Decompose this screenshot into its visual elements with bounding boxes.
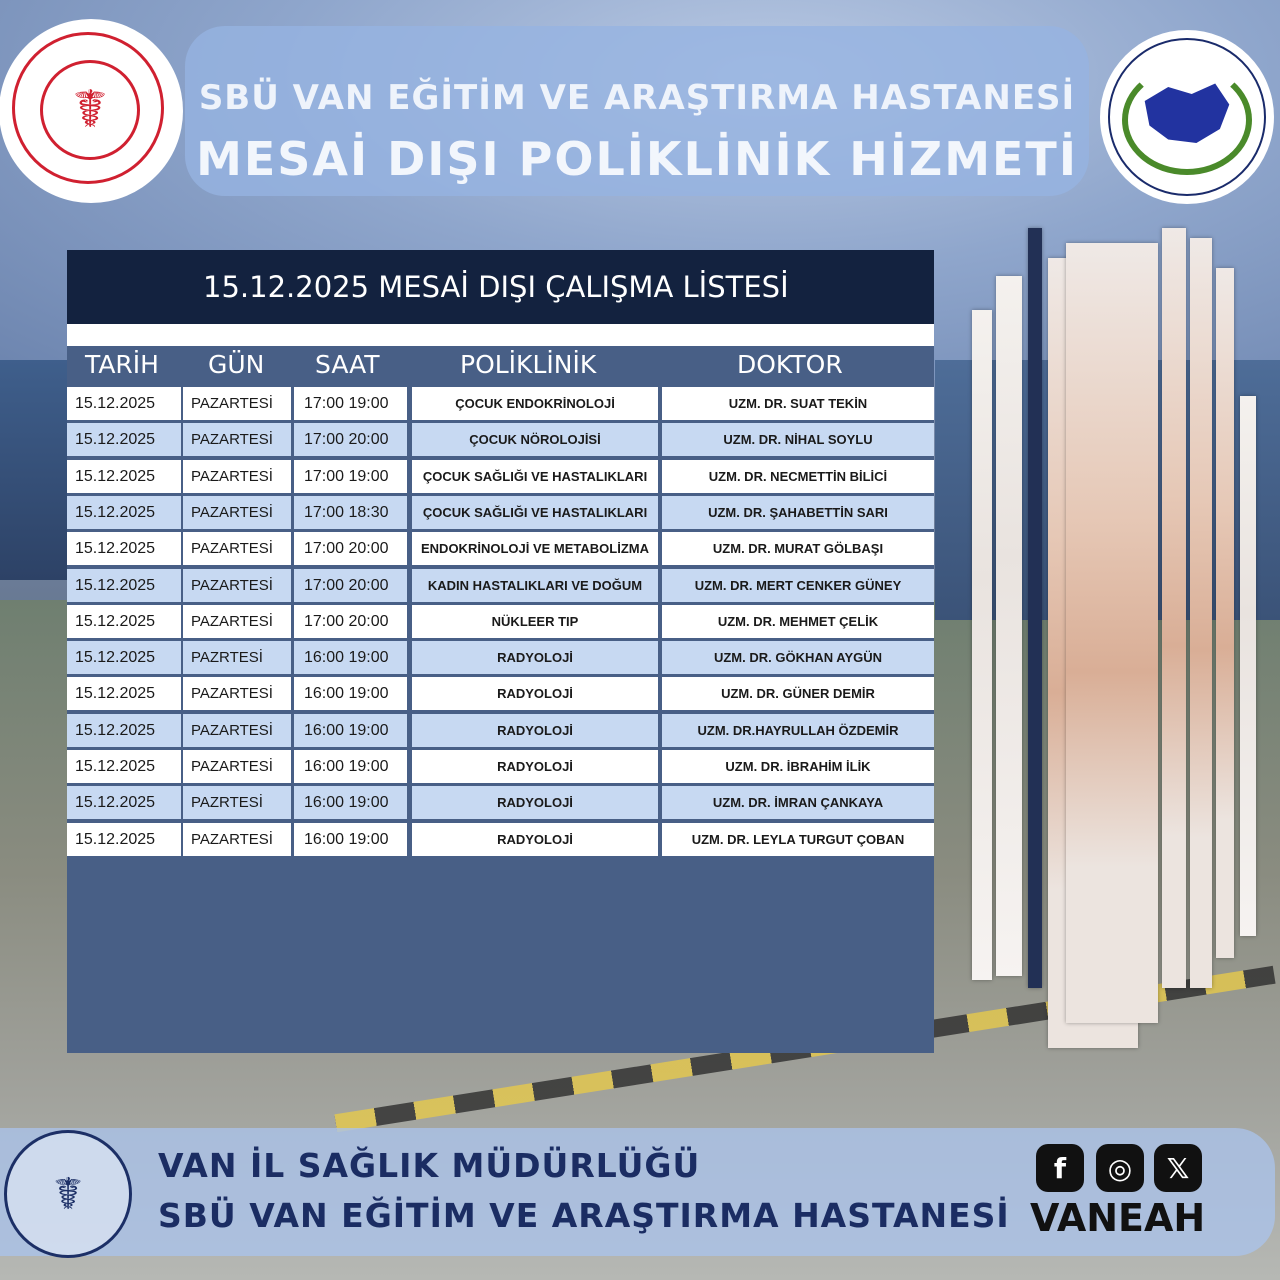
cell-clinic: ÇOCUK ENDOKRİNOLOJİ: [412, 387, 658, 420]
cell-doctor: UZM. DR. NİHAL SOYLU: [662, 423, 934, 456]
cell-date: 15.12.2025: [67, 532, 181, 565]
header-banner: [185, 26, 1089, 196]
cell-doctor: UZM. DR. LEYLA TURGUT ÇOBAN: [662, 823, 934, 856]
table-row: [67, 460, 934, 493]
table-row: [67, 750, 934, 783]
cell-time: 16:00 19:00: [294, 786, 407, 819]
table-row: [67, 641, 934, 674]
facebook-icon[interactable]: f: [1036, 1144, 1084, 1192]
cell-doctor: UZM. DR. MEHMET ÇELİK: [662, 605, 934, 638]
cell-date: 15.12.2025: [67, 460, 181, 493]
cell-time: 16:00 19:00: [294, 750, 407, 783]
divider: [67, 324, 934, 346]
table-row: [67, 823, 934, 856]
cell-clinic: ÇOCUK SAĞLIĞI VE HASTALIKLARI: [412, 460, 658, 493]
cell-clinic: RADYOLOJİ: [412, 714, 658, 747]
cell-time: 17:00 20:00: [294, 569, 407, 602]
table-row: [67, 786, 934, 819]
cell-day: PAZRTESİ: [183, 641, 291, 674]
cell-date: 15.12.2025: [67, 387, 181, 420]
cell-date: 15.12.2025: [67, 641, 181, 674]
cell-doctor: UZM. DR. NECMETTİN BİLİCİ: [662, 460, 934, 493]
cell-time: 16:00 19:00: [294, 641, 407, 674]
table-row: [67, 677, 934, 710]
schedule-panel: [67, 250, 934, 1053]
header-time: SAAT: [315, 350, 380, 379]
footer-banner: [0, 1128, 1275, 1256]
cell-time: 17:00 20:00: [294, 423, 407, 456]
cell-day: PAZARTESİ: [183, 460, 291, 493]
cell-time: 16:00 19:00: [294, 823, 407, 856]
table-row: [67, 532, 934, 565]
cell-day: PAZARTESİ: [183, 496, 291, 529]
cell-date: 15.12.2025: [67, 605, 181, 638]
cell-clinic: NÜKLEER TIP: [412, 605, 658, 638]
cell-date: 15.12.2025: [67, 496, 181, 529]
cell-day: PAZARTESİ: [183, 423, 291, 456]
cell-doctor: UZM. DR. SUAT TEKİN: [662, 387, 934, 420]
cell-time: 17:00 19:00: [294, 460, 407, 493]
image-strip: [1066, 243, 1158, 1023]
cell-time: 16:00 19:00: [294, 714, 407, 747]
cell-date: 15.12.2025: [67, 823, 181, 856]
doctor-heart-hands-image: [972, 228, 1262, 1053]
table-row: [67, 496, 934, 529]
ministry-logo-left: [2, 22, 180, 200]
cell-date: 15.12.2025: [67, 423, 181, 456]
header-date: TARİH: [85, 350, 159, 379]
cell-clinic: RADYOLOJİ: [412, 823, 658, 856]
caduceus-icon: ☤: [40, 60, 140, 160]
image-strip: [1240, 396, 1256, 936]
background-building-left: [0, 360, 70, 580]
cell-time: 17:00 20:00: [294, 605, 407, 638]
hospital-logo-right: [1100, 30, 1274, 204]
header-clinic: POLİKLİNİK: [460, 350, 597, 379]
cell-date: 15.12.2025: [67, 569, 181, 602]
image-strip: [1162, 228, 1186, 988]
cell-doctor: UZM. DR. İBRAHİM İLİK: [662, 750, 934, 783]
cell-time: 16:00 19:00: [294, 677, 407, 710]
x-icon[interactable]: 𝕏: [1154, 1144, 1202, 1192]
table-header: [67, 346, 934, 384]
hospital-name: SBÜ VAN EĞİTİM VE ARAŞTIRMA HASTANESİ: [198, 78, 1076, 118]
cell-clinic: KADIN HASTALIKLARI VE DOĞUM: [412, 569, 658, 602]
cell-day: PAZARTESİ: [183, 714, 291, 747]
cell-clinic: RADYOLOJİ: [412, 677, 658, 710]
footer-directorate: VAN İL SAĞLIK MÜDÜRLÜĞÜ: [158, 1146, 701, 1185]
cell-day: PAZARTESİ: [183, 677, 291, 710]
cell-clinic: ENDOKRİNOLOJİ VE METABOLİZMA: [412, 532, 658, 565]
cell-date: 15.12.2025: [67, 750, 181, 783]
cell-time: 17:00 20:00: [294, 532, 407, 565]
table-row: [67, 387, 934, 420]
cell-day: PAZARTESİ: [183, 823, 291, 856]
cell-doctor: UZM. DR. MURAT GÖLBAŞI: [662, 532, 934, 565]
cell-day: PAZARTESİ: [183, 750, 291, 783]
header-doctor: DOKTOR: [737, 350, 843, 379]
cell-time: 17:00 19:00: [294, 387, 407, 420]
ministry-logo-footer: ☤: [4, 1130, 132, 1258]
image-strip: [1216, 268, 1234, 958]
image-strip: [972, 310, 992, 980]
instagram-icon[interactable]: ◎: [1096, 1144, 1144, 1192]
cell-day: PAZARTESİ: [183, 387, 291, 420]
cell-doctor: UZM. DR. ŞAHABETTİN SARI: [662, 496, 934, 529]
cell-clinic: RADYOLOJİ: [412, 750, 658, 783]
cell-clinic: ÇOCUK SAĞLIĞI VE HASTALIKLARI: [412, 496, 658, 529]
table-row: [67, 605, 934, 638]
cell-doctor: UZM. DR. GÖKHAN AYGÜN: [662, 641, 934, 674]
cell-doctor: UZM. DR. İMRAN ÇANKAYA: [662, 786, 934, 819]
image-strip: [996, 276, 1022, 976]
cell-clinic: RADYOLOJİ: [412, 786, 658, 819]
cell-clinic: ÇOCUK NÖROLOJİSİ: [412, 423, 658, 456]
page-title: MESAİ DIŞI POLİKLİNİK HİZMETİ: [196, 132, 1078, 186]
image-strip: [1028, 228, 1042, 988]
schedule-title: 15.12.2025 MESAİ DIŞI ÇALIŞMA LİSTESİ: [203, 270, 789, 304]
cell-doctor: UZM. DR. MERT CENKER GÜNEY: [662, 569, 934, 602]
cell-day: PAZARTESİ: [183, 605, 291, 638]
social-links: [1036, 1144, 1206, 1192]
schedule-title-bar: [67, 250, 934, 324]
table-row: [67, 569, 934, 602]
header-day: GÜN: [208, 350, 265, 379]
cell-date: 15.12.2025: [67, 714, 181, 747]
cell-day: PAZARTESİ: [183, 532, 291, 565]
cell-day: PAZRTESİ: [183, 786, 291, 819]
cell-date: 15.12.2025: [67, 786, 181, 819]
table-row: [67, 714, 934, 747]
cell-doctor: UZM. DR.HAYRULLAH ÖZDEMİR: [662, 714, 934, 747]
cell-time: 17:00 18:30: [294, 496, 407, 529]
footer-hospital: SBÜ VAN EĞİTİM VE ARAŞTIRMA HASTANESİ: [158, 1196, 1010, 1235]
cell-clinic: RADYOLOJİ: [412, 641, 658, 674]
table-row: [67, 423, 934, 456]
social-handle: VANEAH: [1030, 1196, 1206, 1240]
cell-doctor: UZM. DR. GÜNER DEMİR: [662, 677, 934, 710]
image-strip: [1190, 238, 1212, 988]
cell-day: PAZARTESİ: [183, 569, 291, 602]
cell-date: 15.12.2025: [67, 677, 181, 710]
